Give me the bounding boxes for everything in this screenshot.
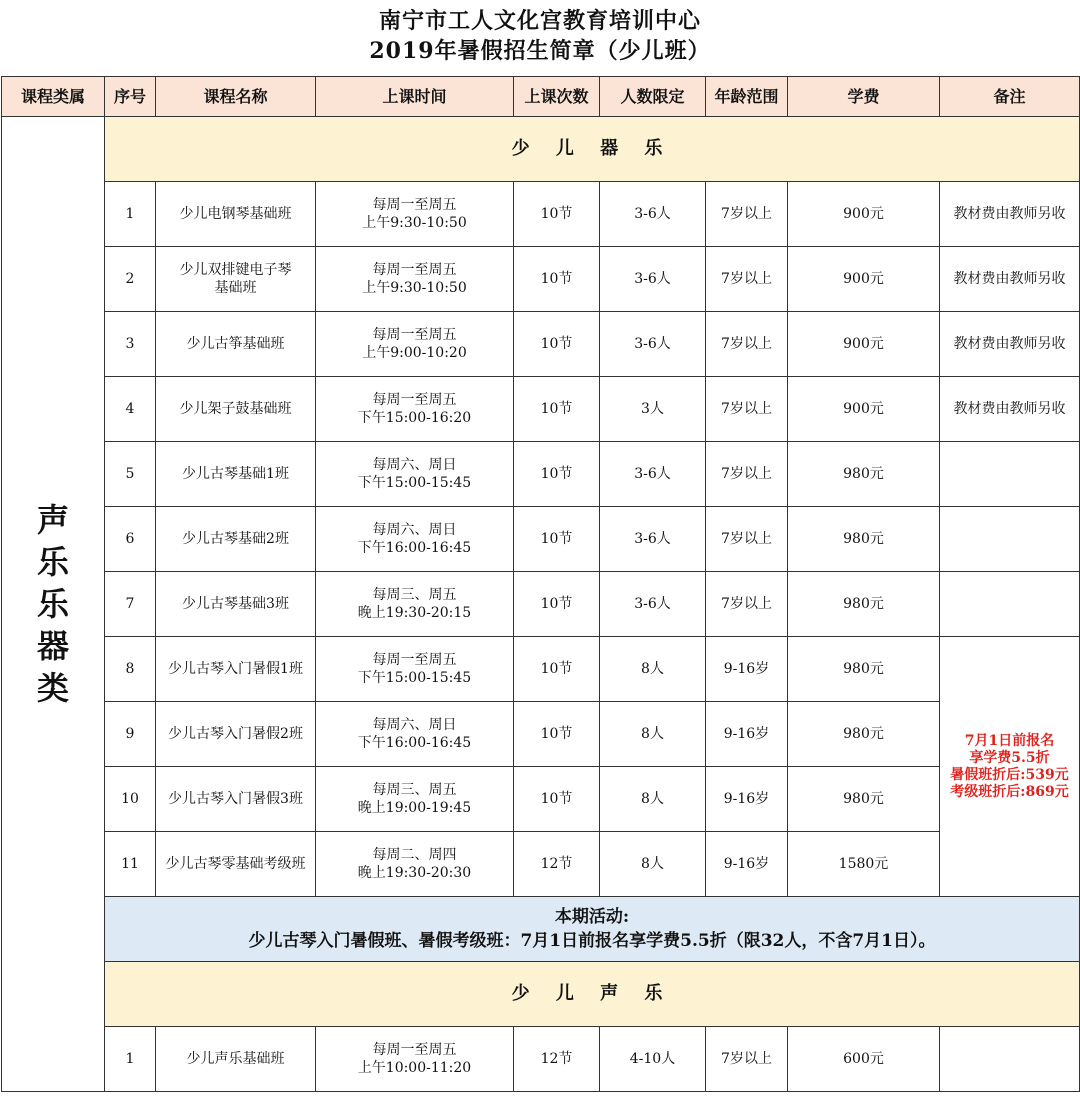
- age-range: 9-16岁: [706, 637, 788, 702]
- row-number: 11: [105, 832, 156, 897]
- session-count: 10节: [514, 702, 600, 767]
- course-name: 少儿古琴入门暑假2班: [156, 702, 316, 767]
- course-name: 少儿电钢琴基础班: [156, 182, 316, 247]
- promo-note: 7月1日前报名 享学费5.5折 暑假班折后:539元 考级班折后:869元: [940, 637, 1080, 897]
- course-name: 少儿双排键电子琴 基础班: [156, 247, 316, 312]
- remark: 教材费由教师另收: [940, 377, 1080, 442]
- header-remarks: 备注: [940, 77, 1080, 117]
- course-name: 少儿声乐基础班: [156, 1027, 316, 1092]
- header-sessions: 上课次数: [514, 77, 600, 117]
- session-count: 10节: [514, 637, 600, 702]
- activity-banner: [105, 897, 1080, 962]
- category-cell: [2, 117, 105, 1092]
- age-range: 7岁以上: [706, 442, 788, 507]
- course-name: 少儿架子鼓基础班: [156, 377, 316, 442]
- age-range: 9-16岁: [706, 767, 788, 832]
- table-row: [2, 637, 1080, 702]
- course-schedule: 每周一至周五 下午15:00-16:20: [316, 377, 514, 442]
- course-name: 少儿古筝基础班: [156, 312, 316, 377]
- tuition-fee: 980元: [788, 702, 940, 767]
- course-name: 少儿古琴基础2班: [156, 507, 316, 572]
- row-number: 1: [105, 1027, 156, 1092]
- session-count: 10节: [514, 767, 600, 832]
- class-size: 3-6人: [600, 247, 706, 312]
- remark: 教材费由教师另收: [940, 312, 1080, 377]
- tuition-fee: 980元: [788, 507, 940, 572]
- header-age-range: 年龄范围: [706, 77, 788, 117]
- activity-row: [2, 897, 1080, 962]
- row-number: 4: [105, 377, 156, 442]
- course-schedule: 每周一至周五 上午9:30-10:50: [316, 182, 514, 247]
- category-char: 器: [36, 627, 69, 665]
- course-name: 少儿古琴入门暑假1班: [156, 637, 316, 702]
- table-row: [2, 507, 1080, 572]
- course-name: 少儿古琴零基础考级班: [156, 832, 316, 897]
- remark: 教材费由教师另收: [940, 247, 1080, 312]
- session-count: 10节: [514, 247, 600, 312]
- table-row: [2, 377, 1080, 442]
- header-course-name: 课程名称: [156, 77, 316, 117]
- age-range: 7岁以上: [706, 572, 788, 637]
- tuition-fee: 900元: [788, 247, 940, 312]
- row-number: 6: [105, 507, 156, 572]
- header-row: [2, 77, 1080, 117]
- tuition-fee: 1580元: [788, 832, 940, 897]
- age-range: 7岁以上: [706, 182, 788, 247]
- tuition-fee: 900元: [788, 182, 940, 247]
- table-row: [2, 182, 1080, 247]
- row-number: 10: [105, 767, 156, 832]
- age-range: 9-16岁: [706, 702, 788, 767]
- course-schedule: 每周二、周四 晚上19:30-20:30: [316, 832, 514, 897]
- remark: [940, 442, 1080, 507]
- course-schedule: 每周三、周五 晚上19:30-20:15: [316, 572, 514, 637]
- course-schedule: 每周一至周五 上午10:00-11:20: [316, 1027, 514, 1092]
- row-number: 2: [105, 247, 156, 312]
- class-size: 8人: [600, 702, 706, 767]
- activity-title: 本期活动:: [554, 907, 630, 927]
- class-size: 8人: [600, 767, 706, 832]
- course-name: 少儿古琴入门暑假3班: [156, 767, 316, 832]
- class-size: 3-6人: [600, 572, 706, 637]
- course-name: 少儿古琴基础3班: [156, 572, 316, 637]
- session-count: 10节: [514, 572, 600, 637]
- class-size: 8人: [600, 832, 706, 897]
- class-size: 3人: [600, 377, 706, 442]
- header-category: 课程类属: [2, 77, 105, 117]
- course-schedule: 每周一至周五 上午9:00-10:20: [316, 312, 514, 377]
- course-schedule: 每周六、周日 下午16:00-16:45: [316, 507, 514, 572]
- remark: [940, 507, 1080, 572]
- section-title-vocal: 少 儿 声 乐: [105, 962, 1080, 1027]
- course-schedule: 每周三、周五 晚上19:00-19:45: [316, 767, 514, 832]
- age-range: 7岁以上: [706, 507, 788, 572]
- session-count: 10节: [514, 507, 600, 572]
- table-row: [2, 312, 1080, 377]
- session-count: 12节: [514, 832, 600, 897]
- table-row: [2, 1027, 1080, 1092]
- class-size: 4-10人: [600, 1027, 706, 1092]
- course-schedule: 每周六、周日 下午16:00-16:45: [316, 702, 514, 767]
- course-schedule: 每周一至周五 上午9:30-10:50: [316, 247, 514, 312]
- class-size: 3-6人: [600, 507, 706, 572]
- session-count: 10节: [514, 182, 600, 247]
- activity-text: 少儿古琴入门暑假班、暑假考级班：7月1日前报名享学费5.5折（限32人，不含7月1日）。: [248, 931, 936, 951]
- tuition-fee: 980元: [788, 767, 940, 832]
- section-title-instruments: 少 儿 器 乐: [105, 117, 1080, 182]
- session-count: 10节: [514, 442, 600, 507]
- tuition-fee: 980元: [788, 442, 940, 507]
- session-count: 10节: [514, 312, 600, 377]
- header-tuition: 学费: [788, 77, 940, 117]
- class-size: 8人: [600, 637, 706, 702]
- page-subtitle: 2019年暑假招生简章（少儿班）: [369, 38, 711, 64]
- row-number: 5: [105, 442, 156, 507]
- table-row: [2, 572, 1080, 637]
- category-char: 乐: [36, 543, 69, 581]
- age-range: 7岁以上: [706, 377, 788, 442]
- header-schedule: 上课时间: [316, 77, 514, 117]
- remark: [940, 1027, 1080, 1092]
- table-row: [2, 442, 1080, 507]
- table-row: [2, 247, 1080, 312]
- tuition-fee: 900元: [788, 377, 940, 442]
- age-range: 7岁以上: [706, 1027, 788, 1092]
- row-number: 3: [105, 312, 156, 377]
- class-size: 3-6人: [600, 442, 706, 507]
- session-count: 10节: [514, 377, 600, 442]
- table-row: [2, 702, 1080, 767]
- row-number: 9: [105, 702, 156, 767]
- tuition-fee: 980元: [788, 572, 940, 637]
- category-char: 类: [36, 669, 69, 707]
- remark: [940, 572, 1080, 637]
- row-number: 8: [105, 637, 156, 702]
- course-table: [1, 76, 1080, 1092]
- tuition-fee: 980元: [788, 637, 940, 702]
- page-title: 南宁市工人文化宫教育培训中心: [378, 8, 701, 34]
- category-char: 声: [36, 501, 69, 539]
- header-number: 序号: [105, 77, 156, 117]
- course-schedule: 每周一至周五 下午15:00-15:45: [316, 637, 514, 702]
- age-range: 9-16岁: [706, 832, 788, 897]
- row-number: 1: [105, 182, 156, 247]
- class-size: 3-6人: [600, 182, 706, 247]
- header-class-size: 人数限定: [600, 77, 706, 117]
- session-count: 12节: [514, 1027, 600, 1092]
- section-row: [2, 117, 1080, 182]
- tuition-fee: 600元: [788, 1027, 940, 1092]
- age-range: 7岁以上: [706, 247, 788, 312]
- category-char: 乐: [36, 585, 69, 623]
- tuition-fee: 900元: [788, 312, 940, 377]
- section-row: [2, 962, 1080, 1027]
- course-name: 少儿古琴基础1班: [156, 442, 316, 507]
- age-range: 7岁以上: [706, 312, 788, 377]
- row-number: 7: [105, 572, 156, 637]
- class-size: 3-6人: [600, 312, 706, 377]
- table-row: [2, 767, 1080, 832]
- table-row: [2, 832, 1080, 897]
- course-schedule: 每周六、周日 下午15:00-15:45: [316, 442, 514, 507]
- remark: 教材费由教师另收: [940, 182, 1080, 247]
